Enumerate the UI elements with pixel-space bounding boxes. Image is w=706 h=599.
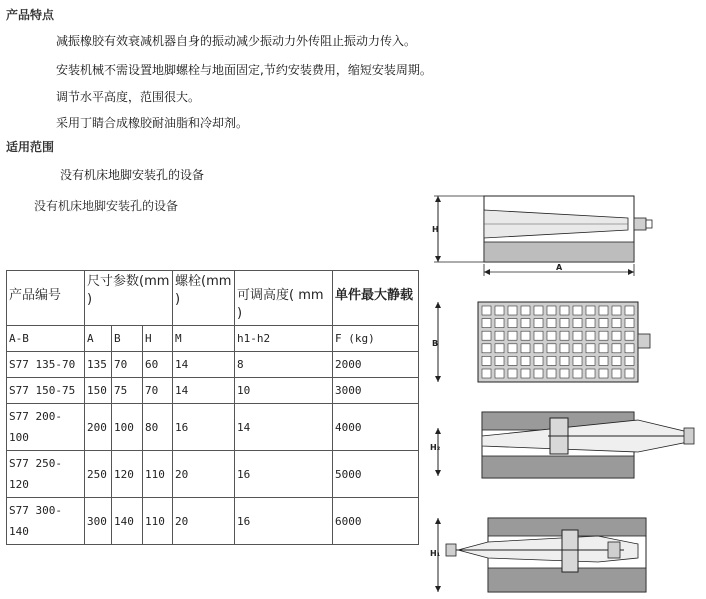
- grid-cell: [521, 331, 530, 340]
- cell-a: 135: [85, 352, 112, 378]
- grid-cell: [573, 331, 582, 340]
- grid-cell: [599, 319, 608, 328]
- cell-b: 120: [112, 451, 143, 498]
- cell-model: S77 250- 120: [7, 451, 85, 498]
- feature-item: 减振橡胶有效衰减机器自身的振动减少振动力外传阻止振动力传入。: [56, 34, 417, 48]
- dim-label-a: A: [556, 263, 563, 272]
- grid-cell: [573, 306, 582, 315]
- grid-cell: [482, 331, 491, 340]
- header-bolt: 螺栓(mm ): [173, 271, 235, 326]
- cell-m: 16: [173, 404, 235, 451]
- dim-label-h: H: [432, 225, 439, 234]
- header-load: 单件最大静载: [333, 271, 419, 326]
- grid-cell: [599, 306, 608, 315]
- grid-cell: [508, 306, 517, 315]
- grid-cell: [612, 306, 621, 315]
- table-subheader-row: [7, 326, 419, 352]
- cell-model: S77 135-70: [7, 352, 85, 378]
- grid-cell: [586, 356, 595, 365]
- grid-cell: [521, 306, 530, 315]
- cell-model: S77 200- 100: [7, 404, 85, 451]
- mount-section-diagram: [428, 404, 704, 484]
- grid-cell: [547, 306, 556, 315]
- cell-b: 70: [112, 352, 143, 378]
- table-row: [7, 404, 419, 451]
- header-dims: 尺寸参数(mm ): [85, 271, 173, 326]
- grid-cell: [560, 344, 569, 353]
- subheader-cell: H: [143, 326, 173, 352]
- grid-cell: [482, 344, 491, 353]
- grid-cell: [534, 306, 543, 315]
- cell-a: 200: [85, 404, 112, 451]
- cell-h1h2: 8: [235, 352, 333, 378]
- grid-cell: [586, 319, 595, 328]
- grid-cell: [573, 356, 582, 365]
- cell-h: 80: [143, 404, 173, 451]
- cell-m: 14: [173, 378, 235, 404]
- dim-label-h2: H₂: [430, 443, 441, 452]
- grid-cell: [495, 369, 504, 378]
- grid-cell: [599, 369, 608, 378]
- grid-cell: [573, 319, 582, 328]
- cell-h1h2: 14: [235, 404, 333, 451]
- grid-cell: [521, 319, 530, 328]
- cell-h: 110: [143, 498, 173, 545]
- grid-cell: [560, 306, 569, 315]
- cell-b: 100: [112, 404, 143, 451]
- scope-text: 没有机床地脚安装孔的设备: [60, 168, 205, 182]
- scope-note: 没有机床地脚安装孔的设备: [34, 199, 179, 213]
- grid-cell: [495, 331, 504, 340]
- grid-cell: [560, 319, 569, 328]
- grid-cell: [482, 369, 491, 378]
- grid-cell: [534, 356, 543, 365]
- table-row: [7, 498, 419, 545]
- cell-f: 3000: [333, 378, 419, 404]
- grid-cell: [599, 356, 608, 365]
- grid-cell: [495, 344, 504, 353]
- grid-cell: [612, 369, 621, 378]
- cell-m: 20: [173, 451, 235, 498]
- scope-heading: 适用范围: [6, 140, 55, 154]
- grid-cell: [482, 319, 491, 328]
- grid-cell: [508, 356, 517, 365]
- grid-cell: [560, 356, 569, 365]
- grid-cell: [508, 369, 517, 378]
- subheader-cell: A-B: [7, 326, 85, 352]
- grid-cell: [625, 319, 634, 328]
- grid-cell: [586, 306, 595, 315]
- dim-label-h1: H₁: [430, 549, 441, 558]
- cell-m: 14: [173, 352, 235, 378]
- grid-cell: [547, 344, 556, 353]
- cell-h: 70: [143, 378, 173, 404]
- cell-model: S77 300- 140: [7, 498, 85, 545]
- grid-cell: [573, 344, 582, 353]
- grid-cell: [625, 369, 634, 378]
- grid-cell: [495, 319, 504, 328]
- subheader-cell: A: [85, 326, 112, 352]
- grid-cell: [534, 331, 543, 340]
- mount-section-raised-diagram: [428, 512, 660, 596]
- subheader-cell: F (kg): [333, 326, 419, 352]
- cell-f: 5000: [333, 451, 419, 498]
- grid-cell: [625, 306, 634, 315]
- grid-cell: [612, 331, 621, 340]
- cell-b: 75: [112, 378, 143, 404]
- cell-h: 110: [143, 451, 173, 498]
- grid-cell: [625, 344, 634, 353]
- mount-top-view-diagram: [428, 298, 660, 390]
- cell-f: 6000: [333, 498, 419, 545]
- feature-item: 调节水平高度，范围很大。: [56, 90, 201, 104]
- cell-h: 60: [143, 352, 173, 378]
- grid-cell: [625, 331, 634, 340]
- cell-b: 140: [112, 498, 143, 545]
- grid-cell: [599, 331, 608, 340]
- grid-cell: [482, 356, 491, 365]
- subheader-cell: h1-h2: [235, 326, 333, 352]
- table-header-row: [7, 271, 419, 326]
- cell-a: 150: [85, 378, 112, 404]
- grid-cell: [612, 344, 621, 353]
- grid-cell: [482, 306, 491, 315]
- header-model: 产品编号: [7, 271, 85, 326]
- grid-cell: [495, 356, 504, 365]
- table-row: [7, 451, 419, 498]
- table-row: [7, 378, 419, 404]
- cell-f: 4000: [333, 404, 419, 451]
- dim-label-b: B: [432, 339, 439, 348]
- grid-cell: [547, 356, 556, 365]
- cell-model: S77 150-75: [7, 378, 85, 404]
- grid-cell: [599, 344, 608, 353]
- grid-cell: [586, 331, 595, 340]
- cell-h1h2: 16: [235, 451, 333, 498]
- grid-cell: [547, 369, 556, 378]
- grid-cell: [508, 331, 517, 340]
- grid-cell: [495, 306, 504, 315]
- grid-cell: [534, 344, 543, 353]
- spec-table: [6, 270, 419, 545]
- grid-cell: [547, 319, 556, 328]
- grid-cell: [534, 369, 543, 378]
- cell-m: 20: [173, 498, 235, 545]
- grid-cell: [586, 369, 595, 378]
- cell-a: 300: [85, 498, 112, 545]
- grid-cell: [573, 369, 582, 378]
- grid-cell: [560, 369, 569, 378]
- grid-cell: [560, 331, 569, 340]
- grid-cell: [508, 319, 517, 328]
- features-heading: 产品特点: [6, 8, 55, 22]
- feature-item: 采用丁睛合成橡胶耐油脂和冷却剂。: [56, 116, 249, 130]
- cell-h1h2: 16: [235, 498, 333, 545]
- grid-cell: [521, 344, 530, 353]
- subheader-cell: B: [112, 326, 143, 352]
- cell-a: 250: [85, 451, 112, 498]
- grid-cell: [625, 356, 634, 365]
- subheader-cell: M: [173, 326, 235, 352]
- table-row: [7, 352, 419, 378]
- grid-cell: [521, 356, 530, 365]
- grid-cell: [547, 331, 556, 340]
- mount-side-view-diagram: [428, 190, 660, 280]
- feature-item: 安装机械不需设置地脚螺栓与地面固定,节约安装费用，缩短安装周期。: [56, 63, 432, 77]
- cell-f: 2000: [333, 352, 419, 378]
- grid-cell: [612, 319, 621, 328]
- header-height: 可调高度( mm ): [235, 271, 333, 326]
- grid-cell: [521, 369, 530, 378]
- grid-cell: [586, 344, 595, 353]
- grid-cell: [612, 356, 621, 365]
- grid-cell: [508, 344, 517, 353]
- cell-h1h2: 10: [235, 378, 333, 404]
- grid-cell: [534, 319, 543, 328]
